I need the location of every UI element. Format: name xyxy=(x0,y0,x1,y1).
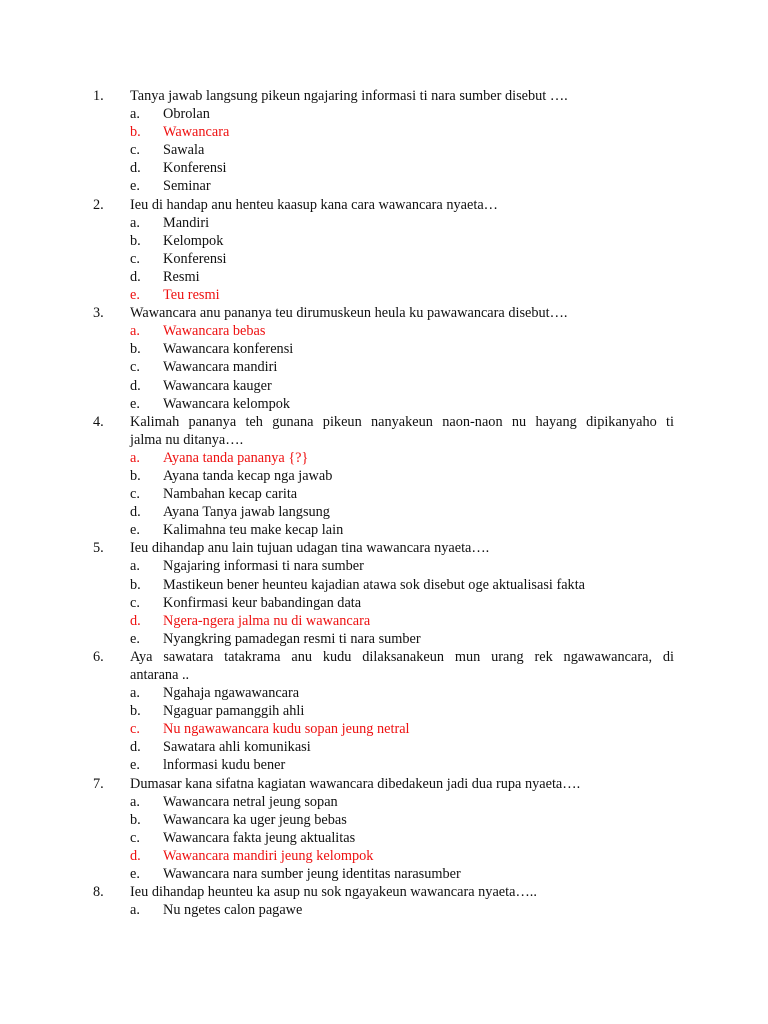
option-text: Wawancara mandiri jeung kelompok xyxy=(163,847,374,864)
option-text: Kalimahna teu make kecap lain xyxy=(163,522,344,539)
option-text: Wawancara kelompok xyxy=(163,395,291,412)
option-text: Wawancara ka uger jeung bebas xyxy=(163,811,347,828)
option-letter: e. xyxy=(130,395,140,412)
answer-option xyxy=(0,865,768,883)
option-text: Nyangkring pamadegan resmi ti nara sumber xyxy=(163,630,421,647)
question-stem xyxy=(0,539,768,557)
option-letter: b. xyxy=(130,467,141,484)
option-text: Wawancara konferensi xyxy=(163,341,294,358)
option-text: Ngahaja ngawawancara xyxy=(163,685,300,702)
option-text: Ayana tanda pananya {?} xyxy=(163,449,309,466)
answer-option xyxy=(0,901,768,919)
answer-option xyxy=(0,738,768,756)
answer-option xyxy=(0,811,768,829)
option-text: Nu ngetes calon pagawe xyxy=(163,902,303,919)
answer-option xyxy=(0,594,768,612)
answer-option-correct xyxy=(0,847,768,865)
option-text: Konferensi xyxy=(163,250,227,267)
option-letter: e. xyxy=(130,178,140,195)
option-text: Seminar xyxy=(163,178,211,195)
answer-option xyxy=(0,141,768,159)
question-number: 7. xyxy=(93,775,104,792)
question-item xyxy=(0,883,768,919)
option-text: Mandiri xyxy=(163,214,210,231)
question-text-line: jalma nu ditanya…. xyxy=(130,431,244,448)
option-letter: e. xyxy=(130,757,140,774)
answer-option xyxy=(0,756,768,774)
question-stem xyxy=(0,775,768,793)
option-letter: b. xyxy=(130,811,141,828)
option-letter: a. xyxy=(130,558,140,575)
option-letter: e. xyxy=(130,522,140,539)
option-letter: d. xyxy=(130,160,141,177)
answer-option xyxy=(0,521,768,539)
answer-option xyxy=(0,177,768,195)
answer-option-correct xyxy=(0,720,768,738)
answer-option-correct xyxy=(0,286,768,304)
option-text: lnformasi kudu bener xyxy=(163,757,286,774)
answer-option xyxy=(0,485,768,503)
answer-option xyxy=(0,159,768,177)
question-stem xyxy=(0,648,768,684)
answer-option xyxy=(0,503,768,521)
option-text: Konferensi xyxy=(163,160,227,177)
option-letter: e. xyxy=(130,287,140,304)
option-text: Wawancara nara sumber jeung identitas narasumber xyxy=(163,866,461,883)
option-letter: e. xyxy=(130,866,140,883)
question-text-line: Kalimah pananya teh gunana pikeun nanyakeun naon-naon nu hayang dipikanyaho ti xyxy=(130,413,674,430)
option-text: Wawancara netral jeung sopan xyxy=(163,793,338,810)
answer-option xyxy=(0,105,768,123)
option-letter: c. xyxy=(130,359,140,376)
option-letter: a. xyxy=(130,902,140,919)
question-number: 4. xyxy=(93,413,104,430)
question-number: 8. xyxy=(93,884,104,901)
question-item xyxy=(0,196,768,305)
answer-option xyxy=(0,793,768,811)
question-text: Ieu di handap anu henteu kaasup kana cara wawancara nyaeta… xyxy=(130,196,498,213)
option-text: Mastikeun bener heunteu kajadian atawa sok disebut oge aktualisasi fakta xyxy=(163,576,586,593)
question-item xyxy=(0,413,768,540)
option-letter: b. xyxy=(130,341,141,358)
answer-option xyxy=(0,557,768,575)
question-item xyxy=(0,304,768,413)
option-letter: d. xyxy=(130,847,141,864)
question-number: 5. xyxy=(93,540,104,557)
option-text: Wawancara xyxy=(163,124,230,141)
option-text: Ngajaring informasi ti nara sumber xyxy=(163,558,364,575)
option-letter: c. xyxy=(130,721,140,738)
option-letter: b. xyxy=(130,124,141,141)
answer-option xyxy=(0,829,768,847)
question-stem xyxy=(0,196,768,214)
option-text: Kelompok xyxy=(163,232,224,249)
option-letter: b. xyxy=(130,703,141,720)
option-text: Resmi xyxy=(163,268,200,285)
question-text: Wawancara anu pananya teu dirumuskeun heula ku pawawancara disebut…. xyxy=(130,305,568,322)
question-text: Dumasar kana sifatna kagiatan wawancara dibedakeun jadi dua rupa nyaeta…. xyxy=(130,775,581,792)
question-number: 2. xyxy=(93,196,104,213)
option-letter: a. xyxy=(130,685,140,702)
question-stem xyxy=(0,883,768,901)
option-letter: a. xyxy=(130,449,140,466)
option-letter: c. xyxy=(130,486,140,503)
option-text: Ngera-ngera jalma nu di wawancara xyxy=(163,612,371,629)
answer-option xyxy=(0,232,768,250)
answer-option xyxy=(0,395,768,413)
answer-option xyxy=(0,684,768,702)
answer-option xyxy=(0,630,768,648)
answer-option-correct xyxy=(0,123,768,141)
question-text-line: antarana .. xyxy=(130,667,190,683)
answer-option-correct xyxy=(0,449,768,467)
option-letter: c. xyxy=(130,829,140,846)
option-text: Ngaguar pamanggih ahli xyxy=(163,703,305,720)
question-stem xyxy=(0,87,768,105)
option-text: Konfirmasi keur babandingan data xyxy=(163,594,362,611)
option-text: Wawancara mandiri xyxy=(163,359,278,376)
answer-option xyxy=(0,702,768,720)
question-stem xyxy=(0,304,768,322)
question-item xyxy=(0,539,768,648)
option-letter: e. xyxy=(130,630,140,647)
option-letter: d. xyxy=(130,268,141,285)
option-text: Nambahan kecap carita xyxy=(163,486,298,503)
option-text: Wawancara bebas xyxy=(163,323,266,340)
question-text: Tanya jawab langsung pikeun ngajaring informasi ti nara sumber disebut …. xyxy=(130,88,568,104)
option-text: Wawancara kauger xyxy=(163,377,272,394)
answer-option xyxy=(0,340,768,358)
option-text: Sawatara ahli komunikasi xyxy=(163,739,311,756)
question-text-line: Aya sawatara tatakrama anu kudu dilaksanakeun mun urang rek ngawawancara, di xyxy=(130,648,674,665)
question-item xyxy=(0,648,768,775)
option-text: Sawala xyxy=(163,142,205,159)
answer-option-correct xyxy=(0,612,768,630)
question-item xyxy=(0,775,768,884)
answer-option-correct xyxy=(0,322,768,340)
option-letter: d. xyxy=(130,377,141,394)
answer-option xyxy=(0,576,768,594)
option-letter: c. xyxy=(130,594,140,611)
answer-option xyxy=(0,358,768,376)
question-text: Ieu dihandap heunteu ka asup nu sok ngayakeun wawancara nyaeta….. xyxy=(130,884,537,901)
question-text: Ieu dihandap anu lain tujuan udagan tina wawancara nyaeta…. xyxy=(130,540,490,557)
option-letter: c. xyxy=(130,142,140,159)
option-letter: d. xyxy=(130,739,141,756)
option-text: Ayana tanda kecap nga jawab xyxy=(163,467,333,484)
question-number: 1. xyxy=(93,88,104,104)
question-item xyxy=(0,87,768,196)
option-text: Ayana Tanya jawab langsung xyxy=(163,504,330,521)
option-letter: b. xyxy=(130,576,141,593)
option-letter: b. xyxy=(130,232,141,249)
option-letter: a. xyxy=(130,106,140,123)
question-number: 6. xyxy=(93,648,104,665)
option-letter: d. xyxy=(130,612,141,629)
option-letter: a. xyxy=(130,214,140,231)
option-text: Nu ngawawancara kudu sopan jeung netral xyxy=(163,721,410,738)
option-text: Obrolan xyxy=(163,106,210,123)
answer-option xyxy=(0,250,768,268)
option-letter: a. xyxy=(130,323,140,340)
answer-option xyxy=(0,377,768,395)
question-number: 3. xyxy=(93,305,104,322)
quiz-document xyxy=(0,87,768,919)
answer-option xyxy=(0,268,768,286)
option-text: Wawancara fakta jeung aktualitas xyxy=(163,829,356,846)
option-letter: c. xyxy=(130,250,140,267)
option-text: Teu resmi xyxy=(163,287,220,304)
question-stem xyxy=(0,413,768,449)
option-letter: d. xyxy=(130,504,141,521)
answer-option xyxy=(0,467,768,485)
answer-option xyxy=(0,214,768,232)
option-letter: a. xyxy=(130,793,140,810)
